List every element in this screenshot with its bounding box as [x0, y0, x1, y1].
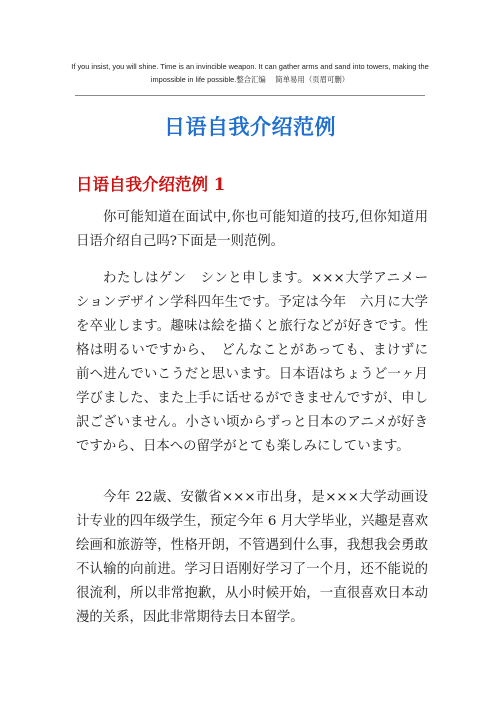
section-heading: 日语自我介绍范例 1 [76, 175, 226, 194]
chinese-paragraph: 今年 22歳、安徽省×××市出身，是×××大学动画设计专业的四年级学生，预定今年 6 月大学毕业，兴趣是喜欢绘画和旅游等，性格开朗，不管遇到什么事，我想我会勇敢不认输的向前进。学习日语刚好学习了一个月，还不能说的很流利，所以非常抱歉，从小时候开始，一直很喜欢日本动漫的关系，因此非常期待去日本留学。 [76, 490, 428, 625]
page-header [60, 60, 440, 86]
japanese-paragraph: わたしはゲン シンと申します。×××大学アニメーションデザイン学科四年生です。予定は今年 六月に大学を卒业します。趣味は絵を描くと旅行などが好きです。性格は明るいですから、 どんなことがあっても、まけずに前へ进んでいこうだと思います。日本语はちょうど一ヶ月学びました、また上手に话せるができませんですが、申し訳ございません。小さい顷からずっと日本のアニメが好きですから、日本への留学がとても楽しみにしています。 [76, 271, 428, 454]
intro-paragraph: 你可能知道在面试中,你也可能知道的技巧,但你知道用日语介绍自己吗?下面是一则范例。 [76, 210, 428, 249]
document-title: 日语自我介绍范例 [164, 114, 336, 139]
header-line-1: If you insist, you will shine. Time is an invincible weapon. It can gather arms and sand into towers, making the [71, 62, 429, 71]
header-line-2: impossible in life possible.整合汇编 简单易用（页眉可删） [150, 75, 350, 84]
header-divider [75, 95, 425, 96]
